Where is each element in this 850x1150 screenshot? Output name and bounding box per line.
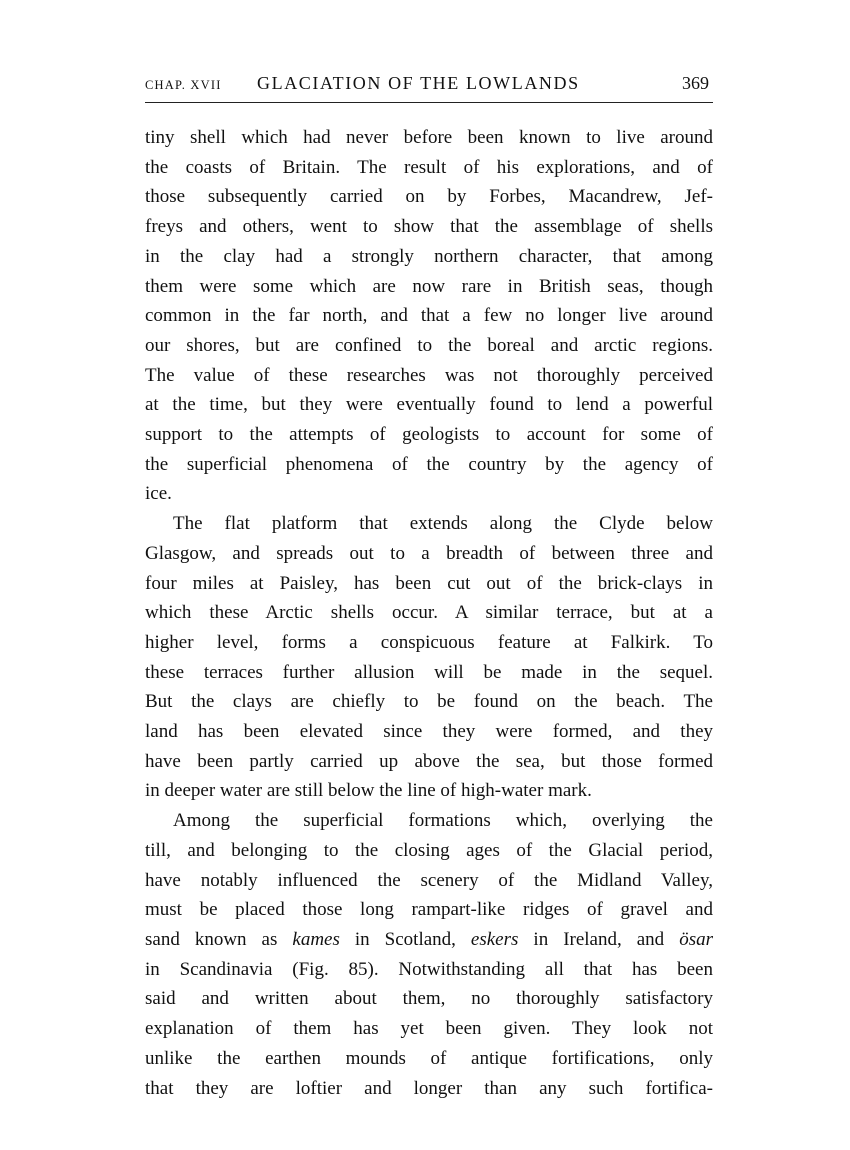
- text-line: The value of these researches was not thoroughly perceived: [145, 364, 713, 386]
- chapter-label: CHAP. XVII: [145, 78, 222, 92]
- text-line: these terraces further allusion will be made in the sequel.: [145, 661, 713, 683]
- text-line: common in the far north, and that a few no longer live around: [145, 305, 713, 327]
- paragraph-2: [145, 509, 713, 806]
- text-line: said and written about them, no thoroughly satisfactory: [145, 988, 713, 1010]
- text-line: that they are loftier and longer than any such fortifica-: [145, 1077, 713, 1099]
- text-line: in Scandinavia (Fig. 85). Notwithstanding all that has been: [145, 958, 713, 980]
- text-line: in deeper water are still below the line of high-water mark.: [145, 780, 592, 802]
- book-page: [145, 72, 713, 1103]
- running-header: [145, 72, 713, 103]
- paragraph-1: [145, 123, 713, 509]
- text-fragment: in Scotland,: [339, 928, 471, 950]
- text-line: But the clays are chiefly to be found on the beach. The: [145, 691, 713, 713]
- text-line: The flat platform that extends along the Clyde below: [173, 513, 713, 535]
- text-line: land has been elevated since they were formed, and they: [145, 721, 713, 743]
- page-number: 369: [682, 73, 709, 93]
- running-title: GLACIATION OF THE LOWLANDS: [257, 73, 580, 93]
- text-fragment: in Ireland, and: [518, 928, 680, 950]
- text-line: at the time, but they were eventually found to lend a powerful: [145, 394, 713, 416]
- text-line: freys and others, went to show that the assemblage of shells: [145, 216, 713, 238]
- text-line: which these Arctic shells occur. A similar terrace, but at a: [145, 602, 713, 624]
- text-line: Glasgow, and spreads out to a breadth of between three and: [145, 542, 713, 564]
- text-line: ice.: [145, 483, 172, 505]
- text-line: them were some which are now rare in British seas, though: [145, 275, 713, 297]
- text-line: in the clay had a strongly northern character, that among: [145, 245, 713, 267]
- text-line: those subsequently carried on by Forbes, Macandrew, Jef-: [145, 186, 713, 208]
- term-kames: kames: [292, 928, 340, 950]
- text-line: the superficial phenomena of the country by the agency of: [145, 453, 713, 475]
- text-line: have notably influenced the scenery of the Midland Valley,: [145, 869, 713, 891]
- text-line: support to the attempts of geologists to account for some of: [145, 424, 713, 446]
- text-line: our shores, but are confined to the boreal and arctic regions.: [145, 334, 713, 356]
- paragraph-3: [145, 806, 713, 1103]
- text-line: explanation of them has yet been given. They look not: [145, 1018, 713, 1040]
- term-osar: ösar: [679, 928, 713, 950]
- term-eskers: eskers: [470, 928, 519, 950]
- text-line: must be placed those long rampart-like ridges of gravel and: [145, 899, 713, 921]
- text-line: four miles at Paisley, has been cut out of the brick-clays in: [145, 572, 713, 594]
- text-line-with-terms: [145, 925, 713, 955]
- text-line: tiny shell which had never before been known to live around: [145, 127, 713, 148]
- text-line: unlike the earthen mounds of antique fortifications, only: [145, 1047, 713, 1069]
- body-text: [145, 123, 713, 1103]
- text-line: the coasts of Britain. The result of his explorations, and of: [145, 156, 713, 178]
- text-line: till, and belonging to the closing ages of the Glacial period,: [145, 839, 713, 861]
- text-line: Among the superficial formations which, overlying the: [173, 810, 713, 832]
- text-fragment: sand known as: [145, 928, 293, 950]
- text-line: have been partly carried up above the sea, but those formed: [145, 750, 713, 772]
- text-line: higher level, forms a conspicuous feature at Falkirk. To: [145, 631, 713, 653]
